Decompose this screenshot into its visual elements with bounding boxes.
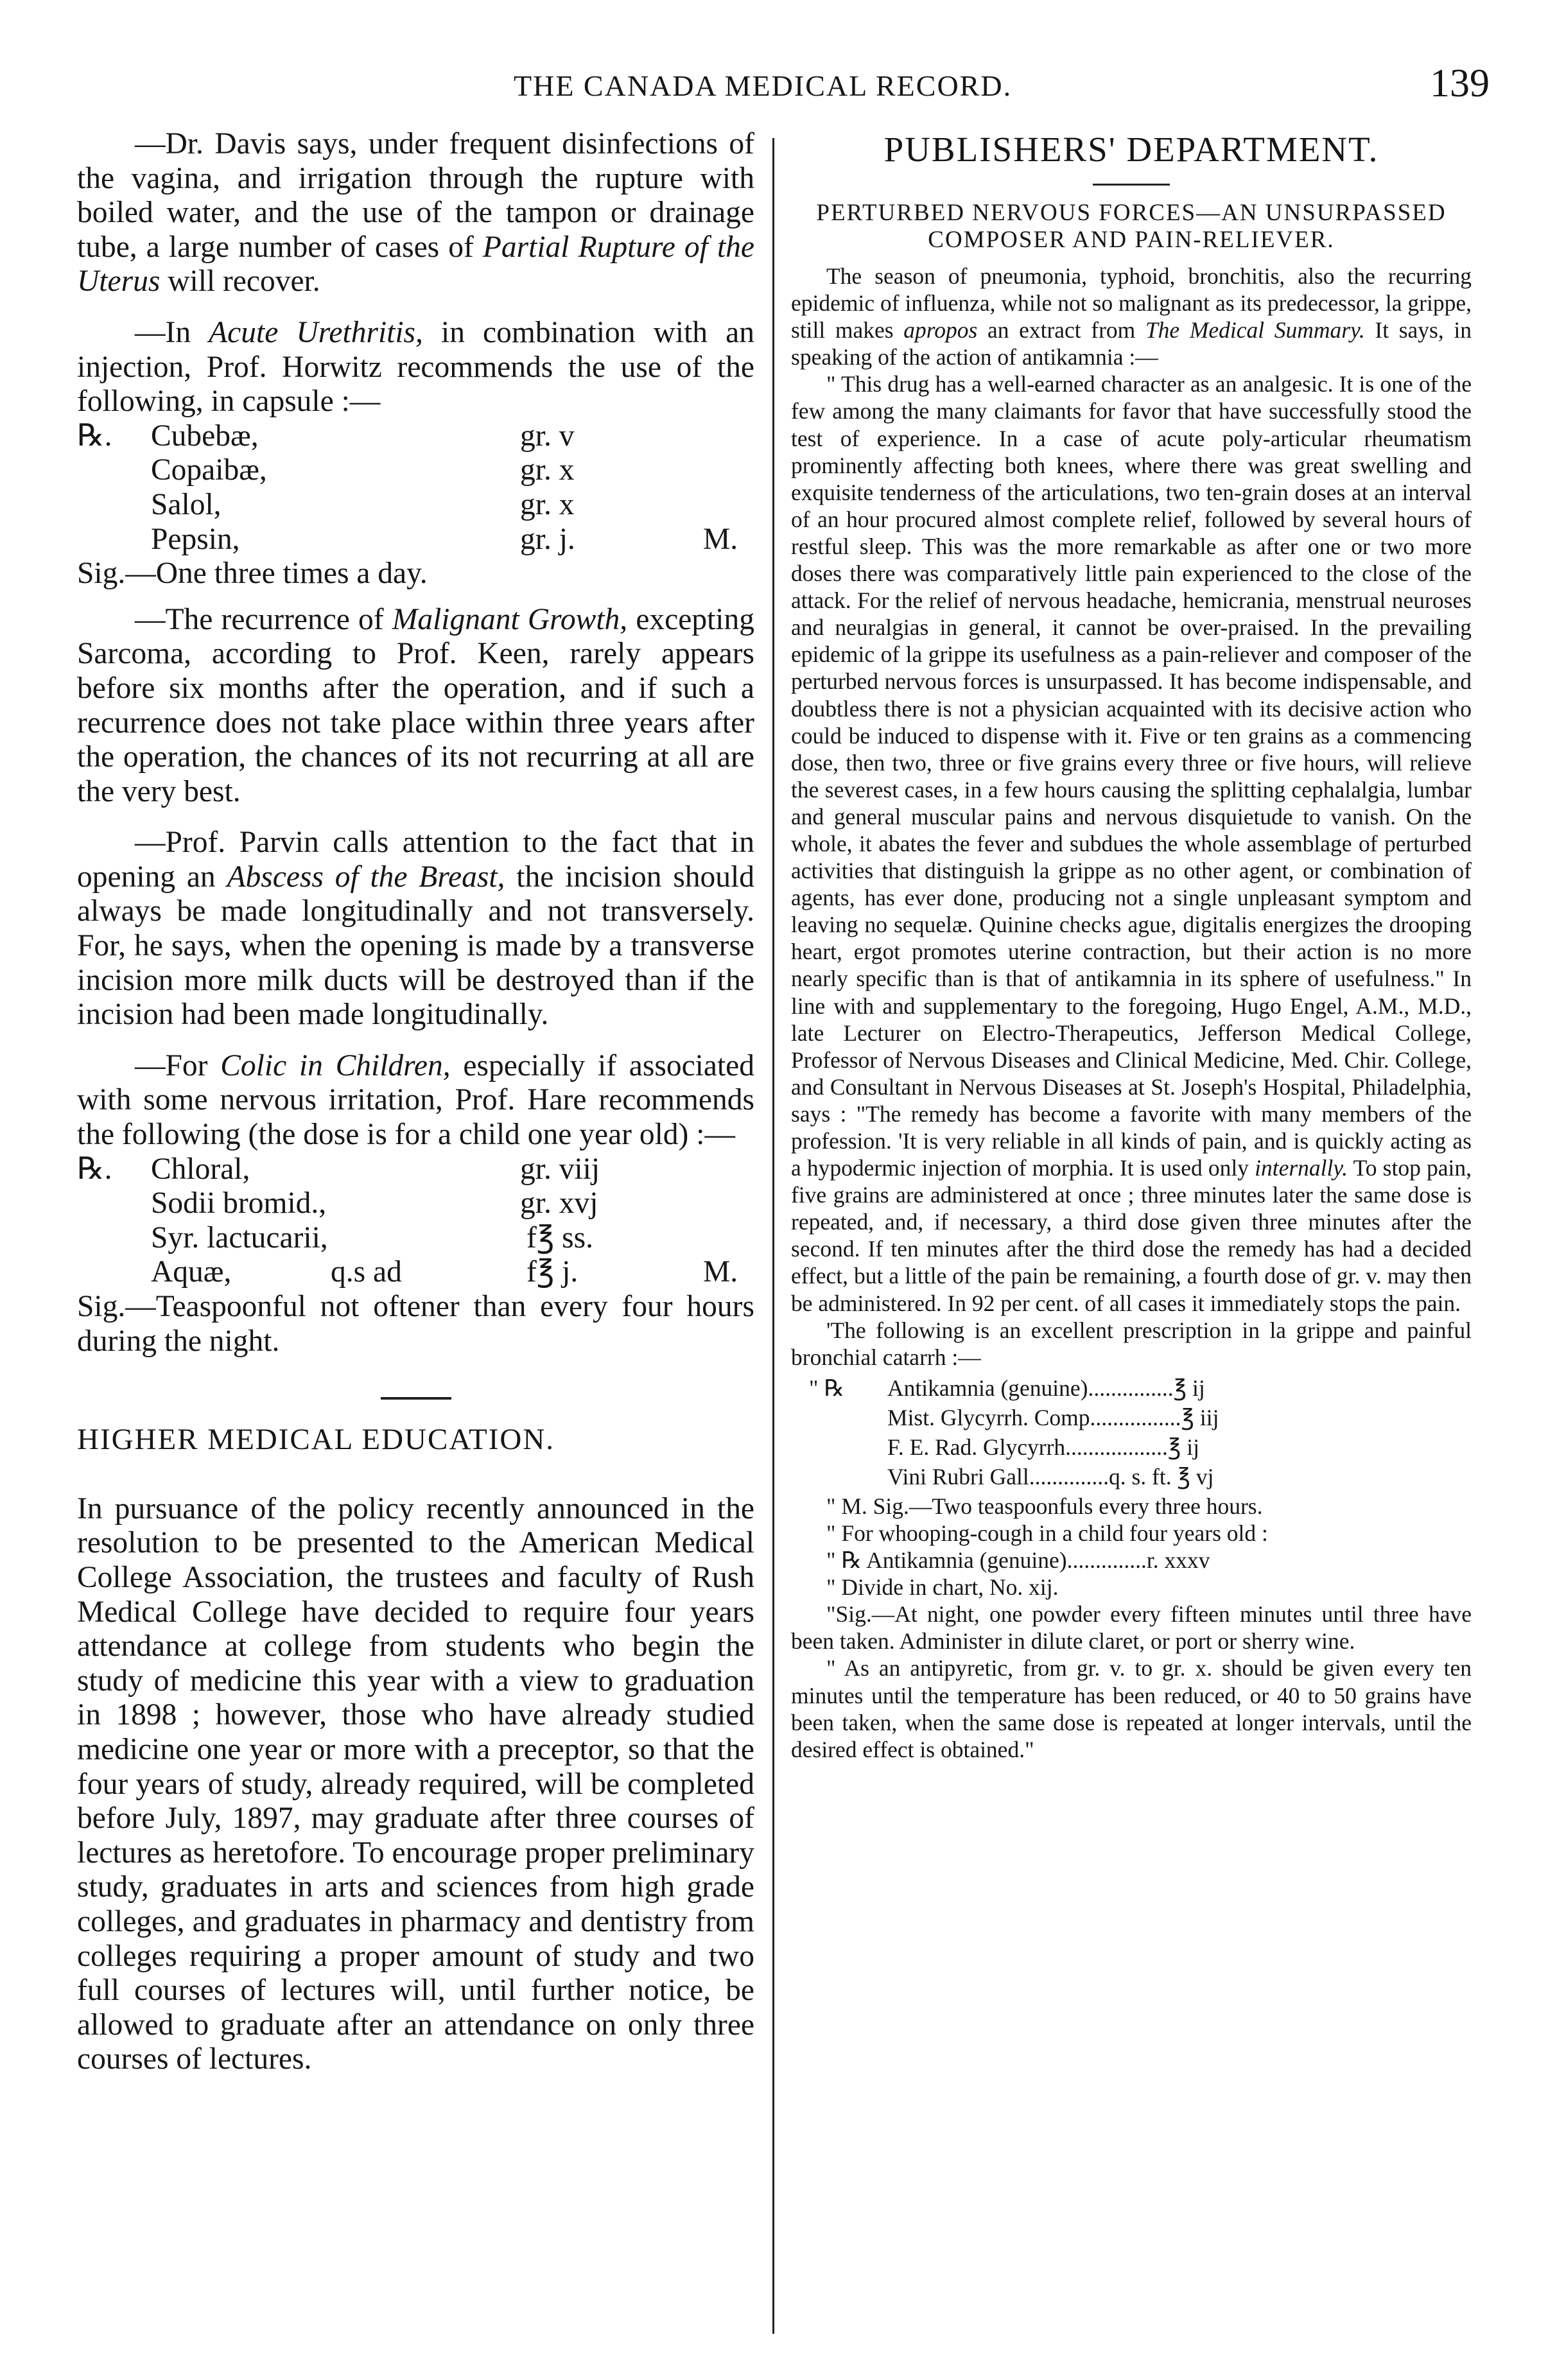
left-column	[77, 127, 754, 2077]
note-malignant-growth: —The recurrence of Malignant Growth, excepting Sarcoma, according to Prof. Keen, rarely appears before six months after the operation, and if such a recurrence does not take place within three years after the operation, the chances of its not recurring at all are the very best.	[77, 602, 754, 808]
article-subtitle: PERTURBED NERVOUS FORCES—AN UNSURPASSED COMPOSER AND PAIN-RELIEVER.	[816, 200, 1447, 253]
rx-symbol: ℞.	[77, 1152, 112, 1186]
note-partial-rupture: —Dr. Davis says, under frequent disinfections of the vagina, and irrigation through the rupture with boiled water, and the use of the tampon or drainage tube, a large number of cases of Partial Rupture of the Uterus will recover.	[77, 127, 754, 299]
rx-symbol: ℞.	[77, 419, 112, 453]
rx-signa: Sig.—Teaspoonful not oftener than every four hours during the night.	[77, 1290, 754, 1358]
section-heading: HIGHER MEDICAL EDUCATION.	[77, 1423, 555, 1457]
higher-education-text: In pursuance of the policy recently announced in the resolution to be presented to the American Medical College Association, the trustees and faculty of Rush Medical College have decided to require four years attendance at college from students who begin the study of medicine this year with a view to graduation in 1898 ; however, those who have already studied medicine one year or more with a preceptor, so that the four years of study, already required, will be completed before July, 1897, may graduate after three courses of lectures as heretofore. To encourage proper preliminary study, graduates in arts and sciences from high grade colleges, and graduates in pharmacy and dentistry from colleges requiring a proper amount of study and two full courses of lectures will, until further notice, be allowed to graduate after an attendance on only three courses of lectures.	[77, 1491, 754, 2076]
note-colic-children: —For Colic in Children, especially if associated with some nervous irritation, Prof. Hare recommends the following (the dose is for a child one year old) :—	[77, 1048, 754, 1152]
prescription-intro: 'The following is an excellent prescription in la grippe and painful bronchial catarrh :—	[791, 1317, 1472, 1370]
rx-row: Salol, gr. x	[151, 487, 575, 521]
running-title: THE CANADA MEDICAL RECORD.	[514, 69, 1013, 102]
rx-signa: Sig.—One three times a day.	[77, 557, 428, 591]
article-intro: The season of pneumonia, typhoid, bronchitis, also the recurring epidemic of influenza, while not so malignant as its predecessor, la grippe, still makes apropos an extract from The Medical Summary. It says, in speaking of the action of antikamnia :—	[791, 263, 1472, 370]
note-acute-urethritis: —In Acute Urethritis, in combination with an injection, Prof. Horwitz recommends the use of the following, in capsule :—	[77, 315, 754, 419]
section-divider	[1093, 184, 1170, 186]
rx-row: Aquæ, q.s ad f℥ j. M.	[151, 1255, 738, 1289]
rx-row: ℞. Cubebæ, gr. v	[77, 419, 575, 453]
rx-note: " Divide in chart, No. xij.	[826, 1574, 1059, 1601]
prescription-colic	[77, 1152, 754, 1359]
rx-signa: "Sig.—At night, one powder every fifteen minutes until three have been taken. Administer in dilute claret, or port or sherry wine.	[791, 1601, 1472, 1655]
rx-signa: " M. Sig.—Two teaspoonfuls every three hours.	[826, 1493, 1263, 1519]
article-quote: " This drug has a well-earned character as an analgesic. It is one of the few among the many claimants for favor that have successfully stood the test of experience. In a case of acute poly-articular rheumatism prominently affecting both knees, where there was great swelling and exquisite tenderness of the articulations, two ten-grain doses at an interval of an hour procured almost complete relief, followed by several hours of restful sleep. This was the more remarkable as after one or two more doses there was comparatively little pain experienced to the close of the attack. For the relief of nervous headache, hemicrania, menstrual neuroses and neuralgias in general, it cannot be over-praised. In the prevailing epidemic of la grippe its usefulness as a pain-reliever and composer of the perturbed nervous forces is unsurpassed. It has become indispensable, and doubtless there is not a physician acquainted with its decisive action who could be induced to dispense with it. Five or ten grains as a commencing dose, then two, three or five grains every three or five hours, will relieve the severest cases, in a few hours causing the splitting cephalalgia, lumbar and general muscular pains and nervous disquietude to vanish. On the whole, it abates the fever and subdues the whole assemblage of perturbed activities that distinguish la grippe as no other agent, or combination of agents, has ever done, producing not a single unpleasant symptom and leaving no sequelæ. Quinine checks ague, digitalis energizes the drooping heart, ergot promotes uterine contraction, but their action is no more nearly specific than is that of antikamnia in its sphere of usefulness." In line with and supplementary to the foregoing, Hugo Engel, A.M., M.D., late Lecturer on Electro-Therapeutics, Jefferson Medical College, Professor of Nervous Diseases and Clinical Medicine, Med. Chir. College, and Consultant in Nervous Diseases at St. Joseph's Hospital, Philadelphia, says : "The remedy has become a favorite with many members of the profession. 'It is very reliable in all kinds of pain, and is quickly acting as a hypodermic injection of morphia. It is used only internally. To stop pain, five grains are administered at once ; three minutes later the same dose is repeated, and, if necessary, a third dose given three minutes after the second. If ten minutes after the third dose the remedy has had a decided effect, but a little of the pain be remaining, a fourth dose of gr. v. may then be administered. In 92 per cent. of all cases it immediately stops the pain.	[791, 371, 1472, 1316]
page-number: 139	[1430, 62, 1490, 105]
column-divider	[772, 138, 774, 2334]
rx-row: Sodii bromid., gr. xvj	[151, 1186, 598, 1220]
section-title: PUBLISHERS' DEPARTMENT.	[883, 130, 1379, 169]
rx-note: " For whooping-cough in a child four years old :	[826, 1520, 1268, 1546]
rx-row: Syr. lactucarii, f℥ ss.	[151, 1220, 593, 1255]
rx-row: Mist. Glycyrrh. Comp................℥ iij	[887, 1404, 1219, 1430]
rx-row: " ℞ Antikamnia (genuine)...............℥ ij	[809, 1375, 1205, 1401]
rx-row: Copaibæ, gr. x	[151, 453, 575, 487]
rx-row: ℞. Chloral, gr. viij	[77, 1152, 600, 1186]
rx-row: Pepsin, gr. j. M.	[151, 522, 738, 556]
rx-row: Vini Rubri Gall..............q. s. ft. ℥ vj	[887, 1463, 1214, 1490]
antipyretic-note: " As an antipyretic, from gr. v. to gr. x. should be given every ten minutes until the temperature has been reduced, or 40 to 50 grains have been taken, when the same dose is repeated at longer intervals, until the desired effect is obtained."	[791, 1655, 1472, 1762]
rx-row: F. E. Rad. Glycyrrh..................℥ ij	[887, 1434, 1200, 1460]
prescription-urethritis	[77, 419, 754, 591]
prescription-la-grippe	[791, 1375, 1472, 1493]
right-column	[791, 127, 1472, 1763]
note-abscess-breast: —Prof. Parvin calls attention to the fact that in opening an Abscess of the Breast, the incision should always be made longitudinally and not transversely. For, he says, when the opening is made by a transverse incision more milk ducts will be destroyed than if the incision had been made longitudinally.	[77, 826, 754, 1032]
section-divider	[381, 1397, 451, 1400]
rx-row: " ℞ Antikamnia (genuine)..............r. xxxv	[826, 1547, 1210, 1574]
running-head	[128, 61, 1490, 119]
